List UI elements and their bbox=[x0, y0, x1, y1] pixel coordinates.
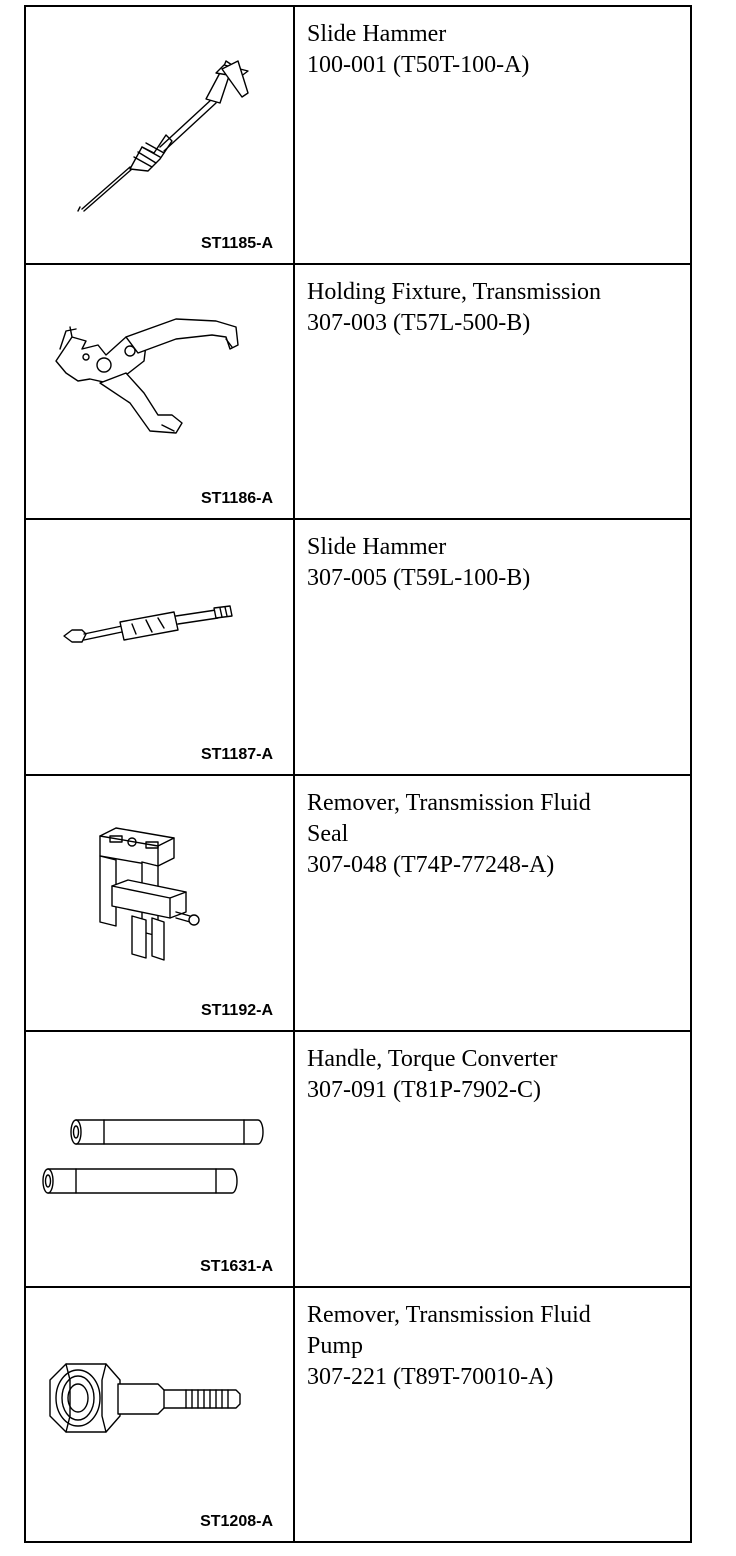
tool-description: Remover, Transmission Fluid Seal bbox=[307, 790, 591, 847]
tool-text-cell bbox=[294, 264, 691, 519]
tool-row bbox=[25, 1287, 691, 1542]
figure-code: ST1186-A bbox=[200, 490, 273, 507]
tool-description: Holding Fixture, Transmission bbox=[307, 279, 602, 305]
tool-illustration-cell bbox=[25, 264, 294, 519]
torque-converter-handle-icon bbox=[26, 1032, 293, 1288]
tool-illustration-cell bbox=[25, 775, 294, 1031]
seal-remover-icon bbox=[26, 776, 293, 1032]
tool-illustration-cell bbox=[25, 1031, 294, 1287]
tool-row bbox=[25, 6, 691, 264]
tool-part-number: 307-091 (T81P-7902-C) bbox=[307, 1077, 541, 1103]
holding-fixture-icon bbox=[26, 265, 293, 520]
tool-row bbox=[25, 775, 691, 1031]
tool-description: Slide Hammer bbox=[307, 534, 447, 560]
tool-description: Slide Hammer bbox=[307, 21, 447, 47]
tool-part-number: 307-048 (T74P-77248-A) bbox=[307, 852, 555, 878]
tool-row bbox=[25, 264, 691, 519]
pump-remover-icon bbox=[26, 1288, 293, 1543]
tool-part-number: 307-005 (T59L-100-B) bbox=[307, 565, 531, 591]
slide-hammer-icon bbox=[26, 7, 293, 265]
figure-code: ST1631-A bbox=[200, 1258, 273, 1275]
tool-text-cell bbox=[294, 6, 691, 264]
figure-code: ST1208-A bbox=[200, 1513, 273, 1530]
special-tools-table bbox=[24, 5, 692, 1543]
tool-part-number: 307-003 (T57L-500-B) bbox=[307, 310, 531, 336]
tool-illustration-cell bbox=[25, 519, 294, 775]
figure-code: ST1192-A bbox=[200, 1002, 273, 1019]
tool-text-cell bbox=[294, 1287, 691, 1542]
slide-hammer-icon bbox=[26, 520, 293, 776]
figure-code: ST1187-A bbox=[200, 746, 273, 763]
tool-text-cell bbox=[294, 1031, 691, 1287]
tool-row bbox=[25, 1031, 691, 1287]
tool-text-cell bbox=[294, 775, 691, 1031]
tool-part-number: 307-221 (T89T-70010-A) bbox=[307, 1364, 554, 1390]
figure-code: ST1185-A bbox=[200, 235, 273, 252]
tool-part-number: 100-001 (T50T-100-A) bbox=[307, 52, 530, 78]
tool-illustration-cell bbox=[25, 6, 294, 264]
tool-row bbox=[25, 519, 691, 775]
tool-description: Handle, Torque Converter bbox=[307, 1046, 558, 1072]
tool-description: Remover, Transmission Fluid Pump bbox=[307, 1302, 591, 1359]
tool-illustration-cell bbox=[25, 1287, 294, 1542]
tool-text-cell bbox=[294, 519, 691, 775]
